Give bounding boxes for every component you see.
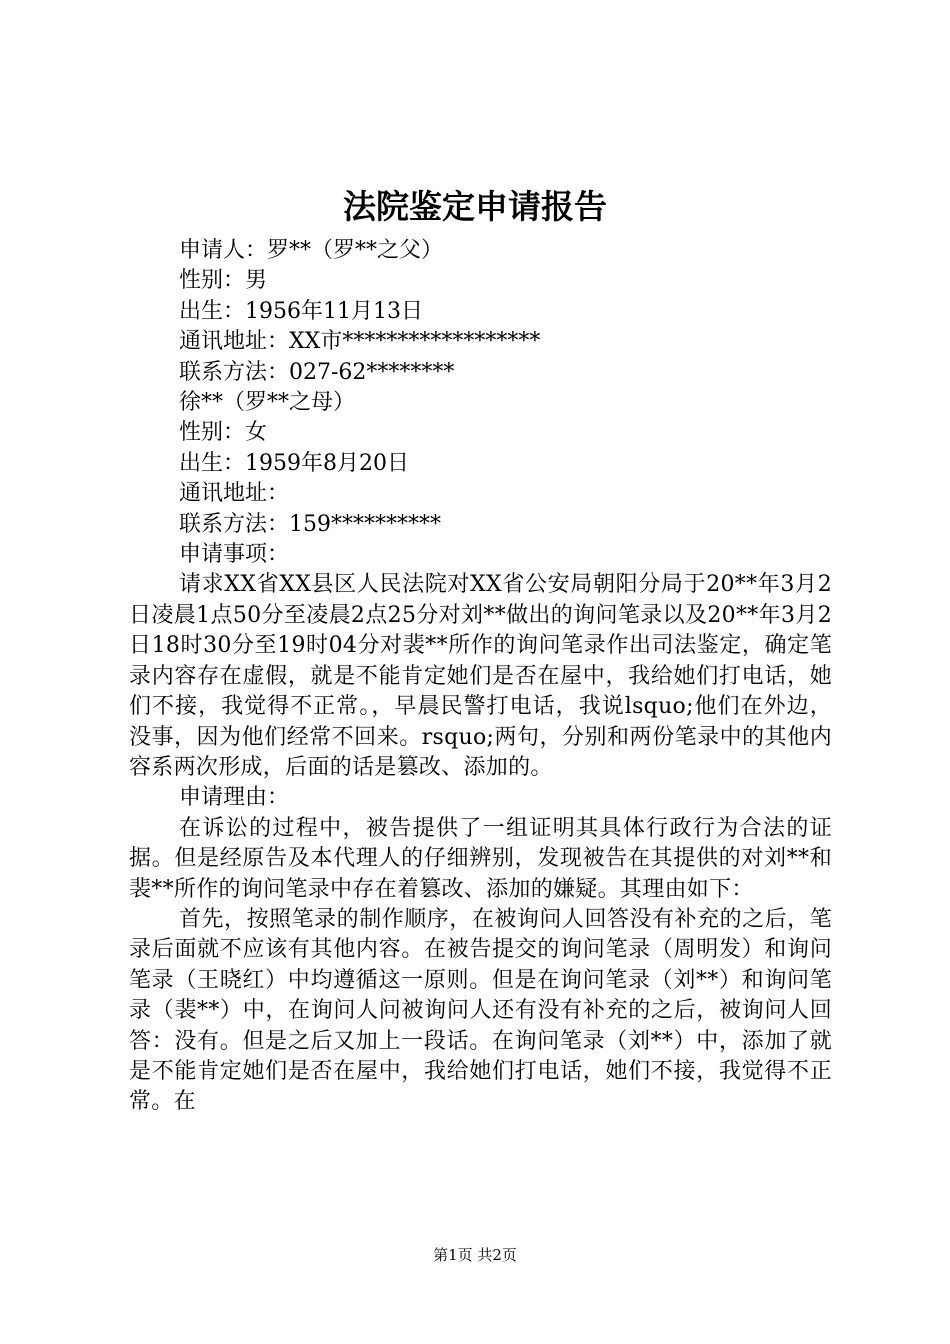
reason-paragraph-1: 在诉讼的过程中，被告提供了一组证明其具体行政行为合法的证据。但是经原告及本代理人的仔细辨别，发现被告在其提供的对刘**和裴**所作的询问笔录中存在着篡改、添加的嫌疑。其理由如下： (129, 815, 832, 902)
applicant-gender-line: 性别：男 (179, 268, 268, 294)
co-applicant-birth-line: 出生：1959年8月20日 (179, 450, 409, 476)
request-paragraph: 请求XX省XX县区人民法院对XX省公安局朝阳分局于20**年3月2日凌晨1点50分至凌晨2点25分对刘**做出的询问笔录以及20**年3月2日18时30分至19时04分对裴**所作的询问笔录作出司法鉴定，确定笔录内容存在虚假，就是不能肯定她们是否在屋中，我给她们打电话，她们不接，我觉得不正常。，早晨民警打电话，我说lsquo;他们在外边，没事，因为他们经常不回来。rsquo;两句，分别和两份笔录中的其他内容系两次形成，后面的话是篡改、添加的。 (129, 572, 832, 780)
co-applicant-gender-line: 性别：女 (179, 420, 268, 446)
co-applicant-contact-line: 联系方法：159********** (179, 511, 441, 537)
request-heading: 申请事项： (179, 542, 290, 568)
applicant-birth-line: 出生：1956年11月13日 (179, 298, 423, 324)
applicant-contact-line: 联系方法：027-62******** (179, 359, 455, 385)
page-footer: 第1页 共2页 (433, 1246, 517, 1264)
reason-heading: 申请理由： (179, 785, 290, 811)
applicant-address-line: 通讯地址：XX市****************** (179, 329, 541, 355)
reason-paragraph-2: 首先，按照笔录的制作顺序，在被询问人回答没有补充的之后，笔录后面就不应该有其他内容。在被告提交的询问笔录（周明发）和询问笔录（王晓红）中均遵循这一原则。但是在询问笔录（刘**）和询问笔录（裴**）中，在询问人问被询问人还有没有补充的之后，被询问人回答：没有。但是之后又加上一段话。在询问笔录（刘**）中，添加了就是不能肯定她们是否在屋中，我给她们打电话，她们不接，我觉得不正常。在 (129, 906, 832, 1115)
co-applicant-name-line: 徐**（罗**之母） (179, 390, 356, 416)
applicant-name-line: 申请人：罗**（罗**之父） (179, 238, 444, 263)
co-applicant-address-line: 通讯地址： (179, 481, 290, 507)
document-title: 法院鉴定申请报告 (343, 187, 607, 226)
document-body (129, 236, 832, 1118)
